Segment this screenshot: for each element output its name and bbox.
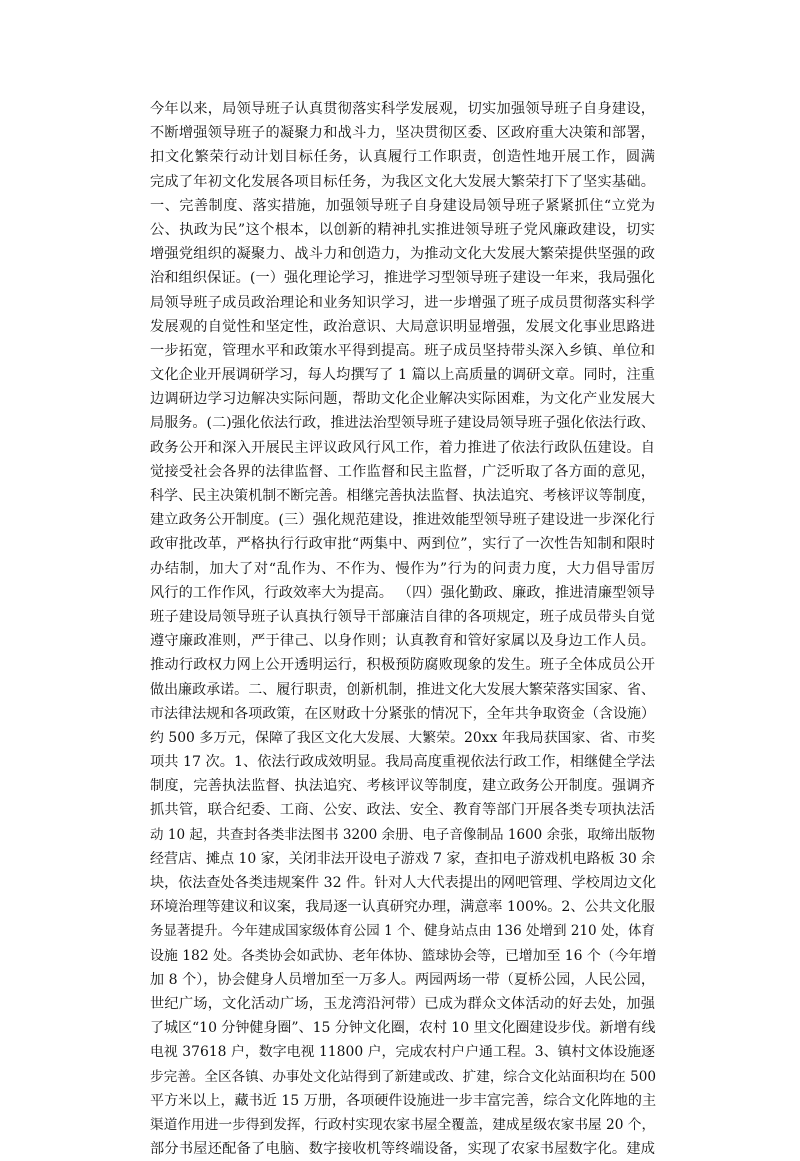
- text-line: 加 8 个），协会健身人员增加至一万多人。两园两场一带（夏桥公园，人民公园，: [150, 971, 655, 988]
- text-line: 局领导班子成员政治理论和业务知识学习，进一步增强了班子成员贯彻落实科学: [150, 294, 655, 311]
- text-line: 遵守廉政准则，严于律己、以身作则；认真教育和管好家属以及身边工作人员。: [150, 633, 655, 650]
- text-line: 局服务。(二)强化依法行政，推进法治型领导班子建设局领导班子强化依法行政、: [150, 415, 655, 432]
- text-line: 扣文化繁荣行动计划目标任务，认真履行工作职责，创造性地开展工作，圆满: [150, 149, 655, 166]
- text-line: 世纪广场，文化活动广场，玉龙湾沿河带）已成为群众文体活动的好去处，加强: [150, 995, 655, 1012]
- text-line: 一、完善制度、落实措施，加强领导班子自身建设局领导班子紧紧抓住“立党为: [150, 197, 655, 214]
- text-line: 平方米以上，藏书近 15 万册，各项硬件设施进一步丰富完善，综合文化阵地的主: [150, 1092, 657, 1109]
- text-line: 步完善。全区各镇、办事处文化站得到了新建或改、扩建，综合文化站面积均在 500: [150, 1068, 657, 1085]
- text-line: 公、执政为民”这个根本，以创新的精神扎实推进领导班子党风廉政建设，切实: [150, 221, 655, 238]
- text-line: 市法律法规和各项政策，在区财政十分紧张的情况下，全年共争取资金（含设施）: [150, 705, 655, 722]
- text-line: 动 10 起，共查封各类非法图书 3200 余册、电子音像制品 1600 余张，取缔出版物: [150, 826, 655, 843]
- text-line: 办结制，加大了对“乱作为、不作为、慢作为”行为的问责力度，大力倡导雷厉: [150, 560, 655, 577]
- text-line: 务显著提升。今年建成国家级体育公园 1 个、健身站点由 136 处增到 210 处，体育: [150, 923, 655, 940]
- text-line: 科学、民主决策机制不断完善。相继完善执法监督、执法追究、考核评议等制度，: [150, 488, 655, 504]
- text-line: 一步拓宽，管理水平和政策水平得到提高。班子成员坚持带头深入乡镇、单位和: [150, 342, 655, 359]
- text-line: 设施 182 处。各类协会如武协、老年体协、篮球协会等，已增加至 16 个（今年增: [150, 947, 657, 964]
- text-line: 约 500 多万元，保障了我区文化大发展、大繁荣。20xx 年我局获国家、省、市奖: [150, 729, 655, 746]
- text-line: 经营店、摊点 10 家，关闭非法开设电子游戏 7 家，查扣电子游戏机电路板 30 余: [150, 850, 656, 867]
- text-line: 渠道作用进一步得到发挥，行政村实现农家书屋全覆盖，建成星级农家书屋 20 个，: [150, 1116, 656, 1133]
- text-line: 项共 17 次。1、依法行政成效明显。我局高度重视依法行政工作，相继健全学法: [150, 754, 655, 771]
- text-line: 班子建设局领导班子认真执行领导干部廉洁自律的各项规定，班子成员带头自觉: [150, 608, 655, 625]
- text-line: 了城区“10 分钟健身圈”、15 分钟文化圈，农村 10 里文化圈建设步伐。新增有线: [150, 1020, 656, 1037]
- text-line: 风行的工作作风，行政效率大为提高。 （四）强化勤政、廉政，推进清廉型领导: [150, 584, 655, 601]
- text-line: 边调研边学习边解决实际问题，帮助文化企业解决实际困难，为文化产业发展大: [150, 391, 655, 408]
- text-line: 发展观的自觉性和坚定性，政治意识、大局意识明显增强，发展文化事业思路进: [150, 318, 655, 335]
- text-line: 块，依法查处各类违规案件 32 件。针对人大代表提出的网吧管理、学校周边文化: [150, 875, 657, 891]
- text-line: 不断增强领导班子的凝聚力和战斗力，坚决贯彻区委、区政府重大决策和部署，: [150, 125, 655, 142]
- document-body: [150, 97, 655, 1161]
- text-line: 增强党组织的凝聚力、战斗力和创造力，为推动文化大发展大繁荣提供坚强的政: [150, 246, 655, 263]
- text-line: 今年以来，局领导班子认真贯彻落实科学发展观，切实加强领导班子自身建设，: [150, 101, 655, 117]
- text-line: 制度，完善执法监督、执法追究、考核评议等制度，建立政务公开制度。强调齐: [150, 778, 655, 795]
- text-line: 电视 37618 户，数字电视 11800 户，完成农村户户通工程。3、镇村文体设施逐: [150, 1044, 655, 1061]
- text-line: 政务公开和深入开展民主评议政风行风工作，着力推进了依法行政队伍建设。自: [150, 439, 655, 456]
- text-line: 推动行政权力网上公开透明运行，积极预防腐败现象的发生。班子全体成员公开: [150, 657, 655, 674]
- text-line: 政审批改革，严格执行行政审批“两集中、两到位”，实行了一次性告知制和限时: [150, 536, 655, 553]
- text-line: 环境治理等建议和议案，我局逐一认真研究办理，满意率 100%。2、公共文化服: [150, 899, 655, 916]
- text-line: 抓共管，联合纪委、工商、公安、政法、安全、教育等部门开展各类专项执法活: [150, 802, 655, 819]
- text-line: 建立政务公开制度。(三）强化规范建设，推进效能型领导班子建设进一步深化行: [150, 512, 655, 529]
- text-line: 觉接受社会各界的法律监督、工作监督和民主监督，广泛听取了各方面的意见，: [150, 463, 655, 480]
- text-line: 治和组织保证。(一）强化理论学习，推进学习型领导班子建设一年来，我局强化: [150, 270, 655, 287]
- text-line: 做出廉政承诺。二、履行职责，创新机制，推进文化大发展大繁荣落实国家、省、: [150, 681, 655, 698]
- text-line: 部分书屋还配备了电脑、数字接收机等终端设备，实现了农家书屋数字化。建成: [150, 1141, 655, 1158]
- text-line: 文化企业开展调研学习，每人均撰写了 1 篇以上高质量的调研文章。同时，注重: [150, 367, 655, 384]
- text-line: 完成了年初文化发展各项目标任务，为我区文化大发展大繁荣打下了坚实基础。: [150, 173, 655, 190]
